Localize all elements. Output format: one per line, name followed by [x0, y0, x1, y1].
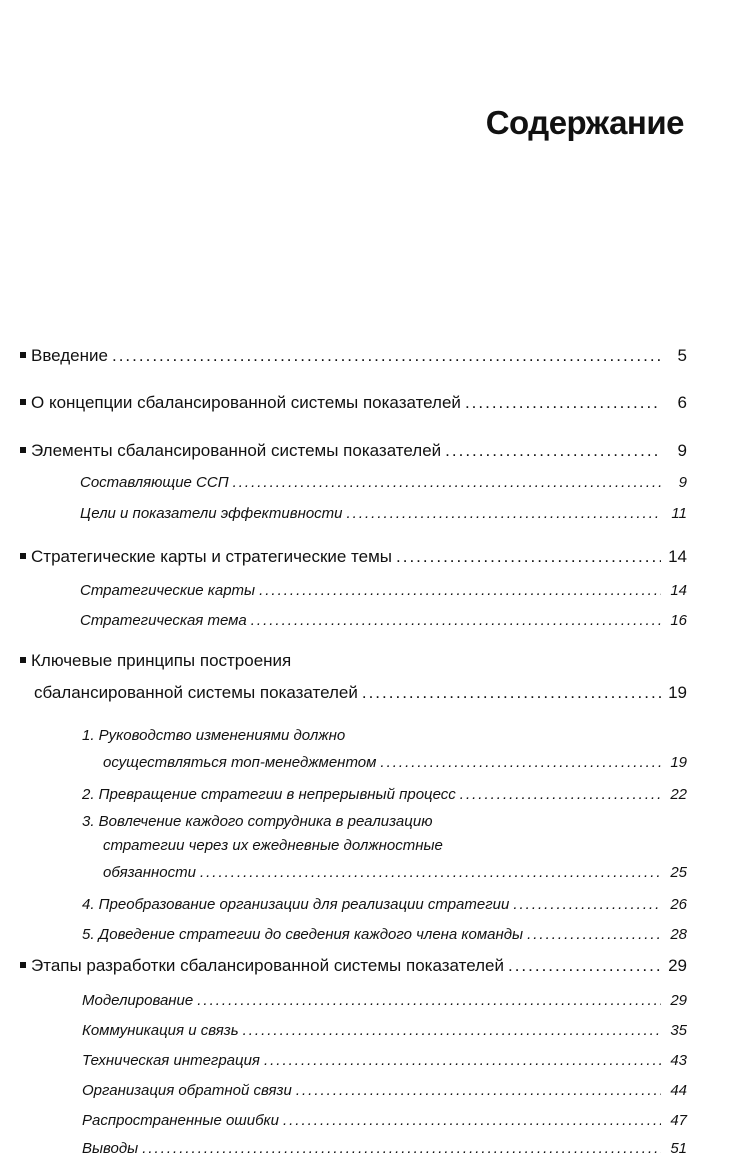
toc-subentry	[0, 465, 730, 491]
toc-entry-page: 51	[670, 1140, 687, 1157]
toc-entry	[0, 950, 730, 976]
toc-entry	[0, 677, 730, 703]
toc-entry-title: осуществляться топ-менеджментом	[103, 754, 377, 771]
toc-entry-page: 14	[668, 547, 687, 566]
toc-entry-page: 9	[677, 441, 687, 460]
toc-entry-page: 35	[670, 1022, 687, 1039]
toc-entry-title: обязанности	[103, 864, 196, 881]
toc-entry-title-line: 1. Руководство изменениями должно	[82, 727, 346, 744]
toc-entry-page: 47	[670, 1112, 687, 1129]
bullet-icon	[20, 657, 26, 663]
toc-entry-page: 6	[677, 393, 687, 412]
toc-subentry	[0, 1043, 730, 1069]
toc-entry-title-line: Ключевые принципы построения	[20, 651, 291, 671]
bullet-icon	[20, 447, 26, 453]
toc-entry-page: 5	[677, 346, 687, 365]
toc-entry-title: Техническая интеграция	[82, 1052, 260, 1069]
bullet-icon	[20, 553, 26, 559]
toc-entry-page: 19	[668, 683, 687, 702]
toc-entry	[0, 435, 730, 461]
toc-entry-title: Цели и показатели эффективности	[80, 505, 343, 522]
toc-entry-title: 2. Превращение стратегии в непрерывный процесс	[82, 786, 456, 803]
toc-entry-page: 25	[670, 864, 687, 881]
bullet-icon	[20, 399, 26, 405]
toc-entry-page: 26	[670, 896, 687, 913]
toc-entry-page: 16	[670, 612, 687, 629]
toc-entry-title: 5. Доведение стратегии до сведения каждого члена команды	[82, 926, 524, 943]
toc-entry-title: 4. Преобразование организации для реализации стратегии	[82, 896, 510, 913]
bullet-icon	[20, 962, 26, 968]
toc-entry-page: 28	[670, 926, 687, 943]
toc-entry-title: Стратегические карты и стратегические темы	[31, 547, 393, 566]
toc-entry-title: Организация обратной связи	[82, 1082, 292, 1099]
toc-entry-page: 19	[670, 754, 687, 771]
toc-subentry	[0, 1103, 730, 1129]
toc-entry-page: 9	[678, 474, 687, 491]
toc-entry-title: Выводы	[82, 1140, 139, 1157]
toc-entry-title: Элементы сбалансированной системы показателей	[31, 441, 442, 460]
toc-subentry	[0, 573, 730, 599]
toc-entry-title: Моделирование	[82, 992, 194, 1009]
toc-subentry	[0, 496, 730, 522]
toc-subentry	[0, 1073, 730, 1099]
toc-entry-title: Введение	[31, 346, 108, 365]
toc-subentry	[0, 917, 730, 943]
toc-subentry	[0, 745, 730, 771]
toc-subentry	[0, 1013, 730, 1039]
toc-entry-title: Составляющие ССП	[80, 474, 229, 491]
toc-subentry	[0, 855, 730, 881]
toc-entry-page: 11	[671, 505, 687, 522]
toc-entry-page: 14	[670, 582, 687, 599]
toc-entry-title: Стратегическая тема	[80, 612, 247, 629]
toc-entry-title: Этапы разработки сбалансированной системы показателей	[31, 956, 504, 975]
toc-entry-page: 29	[670, 992, 687, 1009]
toc-subentry	[0, 777, 730, 803]
page-title: Содержание	[485, 104, 684, 141]
toc-entry-title: Стратегические карты	[80, 582, 256, 599]
toc-entry-title: Коммуникация и связь	[82, 1022, 239, 1039]
toc-entry-page: 29	[668, 956, 687, 975]
toc-entry-page: 44	[670, 1082, 687, 1099]
toc-subentry	[0, 983, 730, 1009]
toc-subentry	[0, 887, 730, 913]
toc-entry-title-line: стратегии через их ежедневные должностные	[103, 837, 443, 854]
toc-subentry	[0, 603, 730, 629]
toc-subentry	[0, 1131, 730, 1157]
toc-entry-page: 43	[670, 1052, 687, 1069]
toc-entry-title: Распространенные ошибки	[82, 1112, 279, 1129]
toc-entry	[0, 541, 730, 567]
toc-entry-title: сбалансированной системы показателей	[34, 683, 358, 702]
toc-entry-title-line: 3. Вовлечение каждого сотрудника в реализацию	[82, 813, 433, 830]
toc-entry-page: 22	[670, 786, 687, 803]
toc-entry-title: О концепции сбалансированной системы показателей	[31, 393, 461, 412]
bullet-icon	[20, 352, 26, 358]
toc-entry	[0, 340, 730, 366]
toc-entry	[0, 387, 730, 413]
